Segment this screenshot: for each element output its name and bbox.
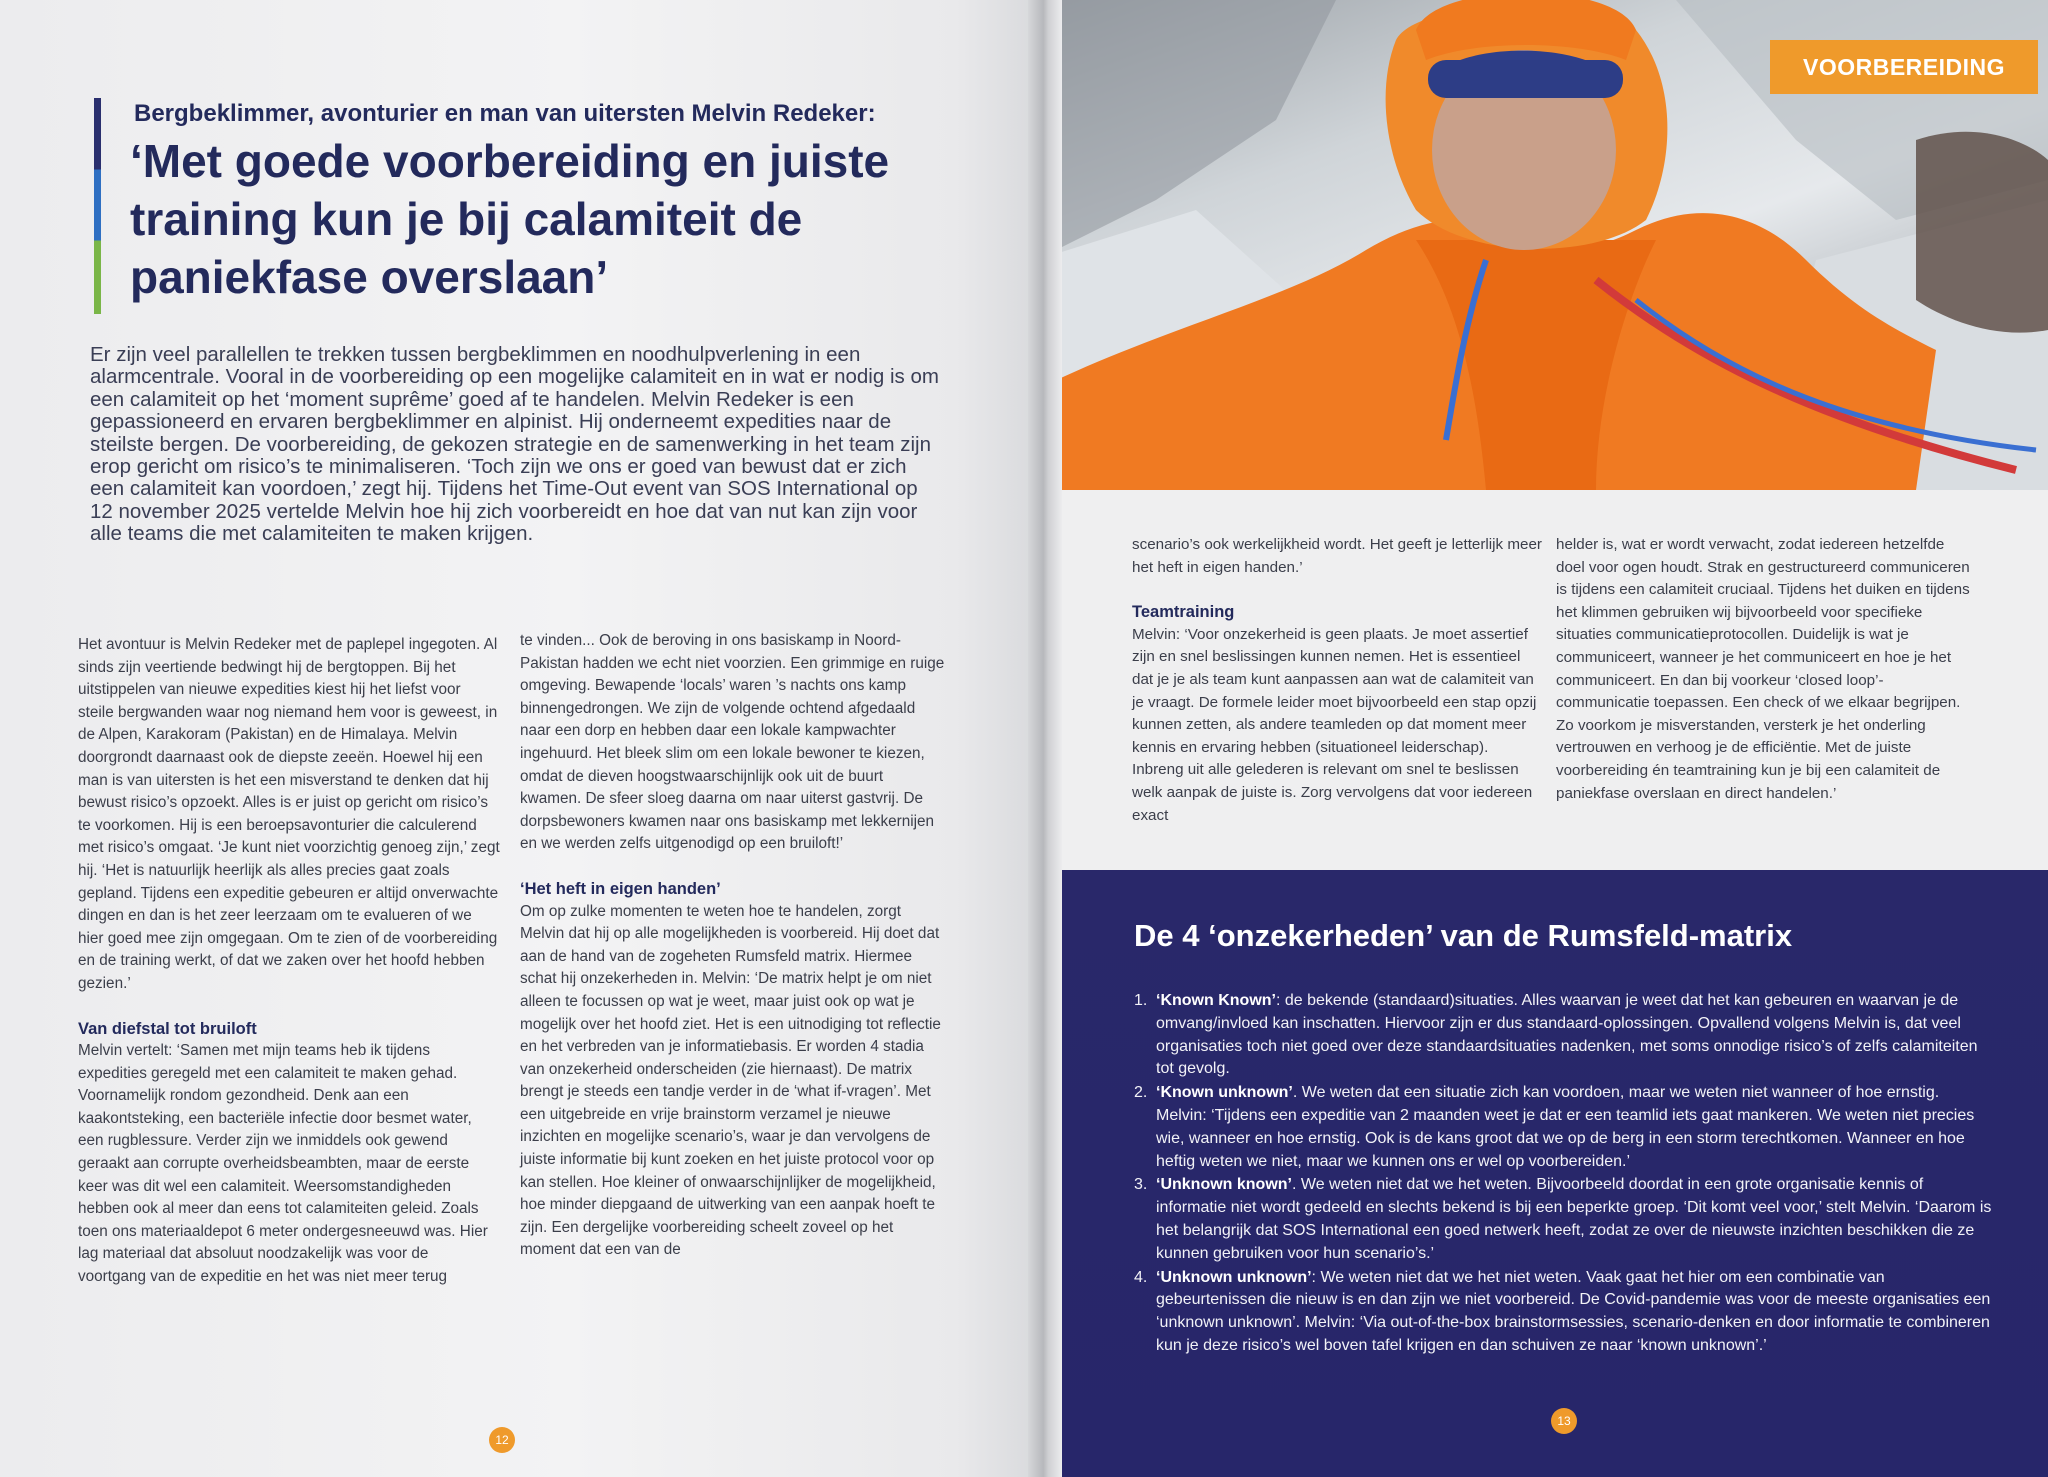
list-item: 3. ‘Unknown known’. We weten niet dat we het weten. Bijvoorbeeld doordat in een grote organisatie kennis of informatie niet wordt gedeeld en slechts bekend is bij een beperkte groep. ‘Dit komt veel voor,’ stelt Melvin. ‘Daarom is het belangrijk dat SOS International een goed netwerk heeft, zodat ze over de nieuwste inzichten beschikken die ze kunnen gebruiken voor hun scenario’s.’ <box>1134 1176 1992 1262</box>
paragraph: te vinden... Ook de beroving in ons basiskamp in Noord-Pakistan hadden we echt niet voorzien. Een grimmige en ruige omgeving. Bewapende ‘locals’ waren ’s nachts ons kamp binnengedrongen. We zijn de volgende ochtend afgedaald naar een dorp en hebben daar een lokale kampwachter ingehuurd. Het bleek slim om een lokale bewoner te kiezen, omdat de dieven hoogstwaarschijnlijk ook uit de buurt kwamen. De sfeer sloeg daarna om naar uiterst gastvrij. De dorpsbewoners kwamen naar ons basiskamp met lekkernijen en we werden zelfs uitgenodigd op een bruiloft!’ <box>520 632 945 853</box>
page-number: 12 <box>489 1427 515 1453</box>
paragraph: helder is, wat er wordt verwacht, zodat iedereen hetzelfde doel voor ogen houdt. Strak en gestructureerd communiceren is tijdens een calamiteit cruciaal. Tijdens het duiken en tijdens het klimmen gebruiken wij bijvoorbeeld voor specifieke situaties communicatieprotocollen. Duidelijk is wat je communiceert, wanneer je het communiceert en hoe je het communiceert. En dan bij voorkeur ‘closed loop’-communicatie toepassen. Een check of we elkaar begrijpen. Zo voorkom je misverstanden, versterk je het onderling vertrouwen en verhoog je de efficiëntie. Met de juiste voorbereiding én teamtraining kun je bij een calamiteit de paniekfase overslaan en direct handelen.’ <box>1556 536 1970 802</box>
article-kicker: Bergbeklimmer, avonturier en man van uitersten Melvin Redeker: <box>134 100 876 127</box>
section-tag: VOORBEREIDING <box>1770 40 2038 94</box>
info-box-title: De 4 ‘onzekerheden’ van de Rumsfeld-matrix <box>1134 918 1793 953</box>
list-item: 4. ‘Unknown unknown’: We weten niet dat we het niet weten. Vaak gaat het hier om een combinatie van gebeurtenissen die nieuw is en dan zijn we niet voorbereid. De Covid-pandemie was voor de meeste organisaties een ‘unknown unknown’. Melvin: ‘Via out-of-the-box brainstormsessies, scenario-denken en door informatie te combineren kun je deze risico’s wel boven tafel krijgen en dan schuiven ze naar ‘known unknown’.’ <box>1134 1268 1991 1354</box>
list-item: 2. ‘Known unknown’. We weten dat een situatie zich kan voordoen, maar we weten niet wanneer of hoe ernstig. Melvin: ‘Tijdens een expeditie van 2 maanden weet je dat er een teamlid iets gaat mankeren. We weten niet precies wie, wanneer en hoe ernstig. Ook is de kans groot dat we op de berg in een storm terechtkomen. Wanneer en hoe heftig weten we niet, maar we kunnen ons er wel op voorbereiden.’ <box>1134 1084 1975 1170</box>
body-column-3 <box>1132 534 1542 827</box>
paragraph: Het avontuur is Melvin Redeker met de paplepel ingegoten. Al sinds zijn veertiende bedwingt hij de bergtoppen. Bij het uitstippelen van nieuwe expedities kiest hij het liefst voor steile bergwanden waar nog niemand hem voor is geweest, in de Alpen, Karakoram (Pakistan) en de Himalaya. Melvin doorgrondt daarnaast ook de diepste zeeën. Hoewel hij een man is van uitersten is het een misverstand te denken dat hij bewust risico’s opzoekt. Alles is er juist op gericht om risico’s te voorkomen. Hij is een beroepsavonturier die calculerend met risico’s omgaat. ‘Je kunt niet voorzichtig genoeg zijn,’ zegt hij. ‘Het is natuurlijk heerlijk als alles precies gaat zoals gepland. Tijdens een expeditie gebeuren er altijd onverwachte dingen en dan is het zeer leerzaam om te evalueren of we hier goed mee zijn omgegaan. Om te zien of de voorbereiding en de training werkt, of dat we zaken over het hoofd hebben gezien.’ <box>78 636 500 992</box>
body-column-4 <box>1556 534 1976 805</box>
spine <box>1028 0 1062 1477</box>
body-column-1 <box>78 634 500 1289</box>
paragraph: Om op zulke momenten te weten hoe te handelen, zorgt Melvin dat hij op alle mogelijkheden is voorbereid. Hij doet dat aan de hand van de zogeheten Rumsfeld matrix. Hiermee schat hij onzekerheden in. Melvin: ‘De matrix helpt je om niet alleen te focussen op wat je weet, maar juist ook op wat je mogelijk over het hoofd ziet. Het is een uitnodiging tot reflectie en het verbreden van je informatiebasis. Er worden 4 stadia van onzekerheid onderscheiden (zie hiernaast). De matrix brengt je steeds een tandje verder in de ‘what if-vragen’. Met een uitgebreide en vrije brainstorm verzamel je nieuwe inzichten en mogelijke scenario’s, waar je dan vervolgens de juiste informatie bij kunt zoeken en het juiste protocol voor op kan stellen. Hoe kleiner of onwaarschijnlijker de mogelijkheid, hoe minder diepgaand de uitwerking van een aanpak hoeft te zijn. Een dergelijke voorbereiding scheelt zoveel op het moment dat een van de <box>520 902 941 1259</box>
page-number: 13 <box>1551 1408 1577 1434</box>
accent-bar <box>94 98 101 314</box>
article-headline: ‘Met goede voorbereiding en juiste training kun je bij calamiteit de paniekfase overslaan’ <box>130 135 890 303</box>
article-intro: Er zijn veel parallellen te trekken tussen bergbeklimmen en noodhulpverlening in een alarmcentrale. Vooral in de voorbereiding op een mogelijke calamiteit en in wat er nodig is om een calamiteit op het ‘moment suprême’ goed af te handelen. Melvin Redeker is een gepassioneerd en ervaren bergbeklimmer en alpinist. Hij onderneemt expedities naar de steilste bergen. De voorbereiding, de gekozen strategie en de samenwerking in het team zijn erop gericht om risico’s te minimaliseren. ‘Toch zijn we ons er goed van bewust dat er zich een calamiteit kan voordoen,’ zegt hij. Tijdens het Time-Out event van SOS International op 12 november 2025 vertelde Melvin hoe hij zich voorbereidt en hoe dat van nut kan zijn voor alle teams die met calamiteiten te maken krijgen. <box>90 343 939 546</box>
subheading: Van diefstal tot bruiloft <box>78 1019 257 1038</box>
body-column-2 <box>520 630 946 1262</box>
paragraph: scenario’s ook werkelijkheid wordt. Het geeft je letterlijk meer het heft in eigen handen.’ <box>1132 536 1542 576</box>
paragraph: Melvin: ‘Voor onzekerheid is geen plaats. Je moet assertief zijn en snel beslissingen kunnen nemen. Het is essentieel dat je je als team kunt aanpassen aan wat de calamiteit van je vraagt. De formele leider moet bijvoorbeeld een stap opzij kunnen zetten, als andere teamleden op dat moment meer kennis en ervaring hebben (situationeel leiderschap). Inbreng uit alle gelederen is relevant om snel te beslissen welk aanpak de juiste is. Zorg vervolgens dat voor iedereen exact <box>1132 625 1537 824</box>
uncertainty-list <box>1134 990 1994 1359</box>
subheading: Teamtraining <box>1132 603 1235 622</box>
list-item: 1. ‘Known Known’: de bekende (standaard)situaties. Alles waarvan je weet dat het kan gebeuren en waarvan je de omvang/invloed kan inschatten. Hiervoor zijn er dus standaard-oplossingen. Opvallend volgens Melvin is, dat veel organisaties toch niet goed over deze standaardsituaties nadenken, met soms onnodige risico’s of zelfs calamiteiten tot gevolg. <box>1134 992 1978 1078</box>
subheading: ‘Het heft in eigen handen’ <box>520 879 721 898</box>
paragraph: Melvin vertelt: ‘Samen met mijn teams heb ik tijdens expedities geregeld met een calamiteit te maken gehad. Voornamelijk rondom gezondheid. Denk aan een kaakontsteking, een bacteriële infectie door besmet water, een rugblessure. Verder zijn we inmiddels ook gewend geraakt aan corrupte overheidsbeambten, maar de eerste keer was dit wel een calamiteit. Weersomstandigheden hebben ook al meer dan eens tot calamiteiten geleid. Zoals toen ons materiaaldepot 6 meter ondergesneeuwd was. Hier lag materiaal dat absoluut noodzakelijk was voor de voortgang van de expeditie en het was niet meer terug <box>78 1042 488 1286</box>
